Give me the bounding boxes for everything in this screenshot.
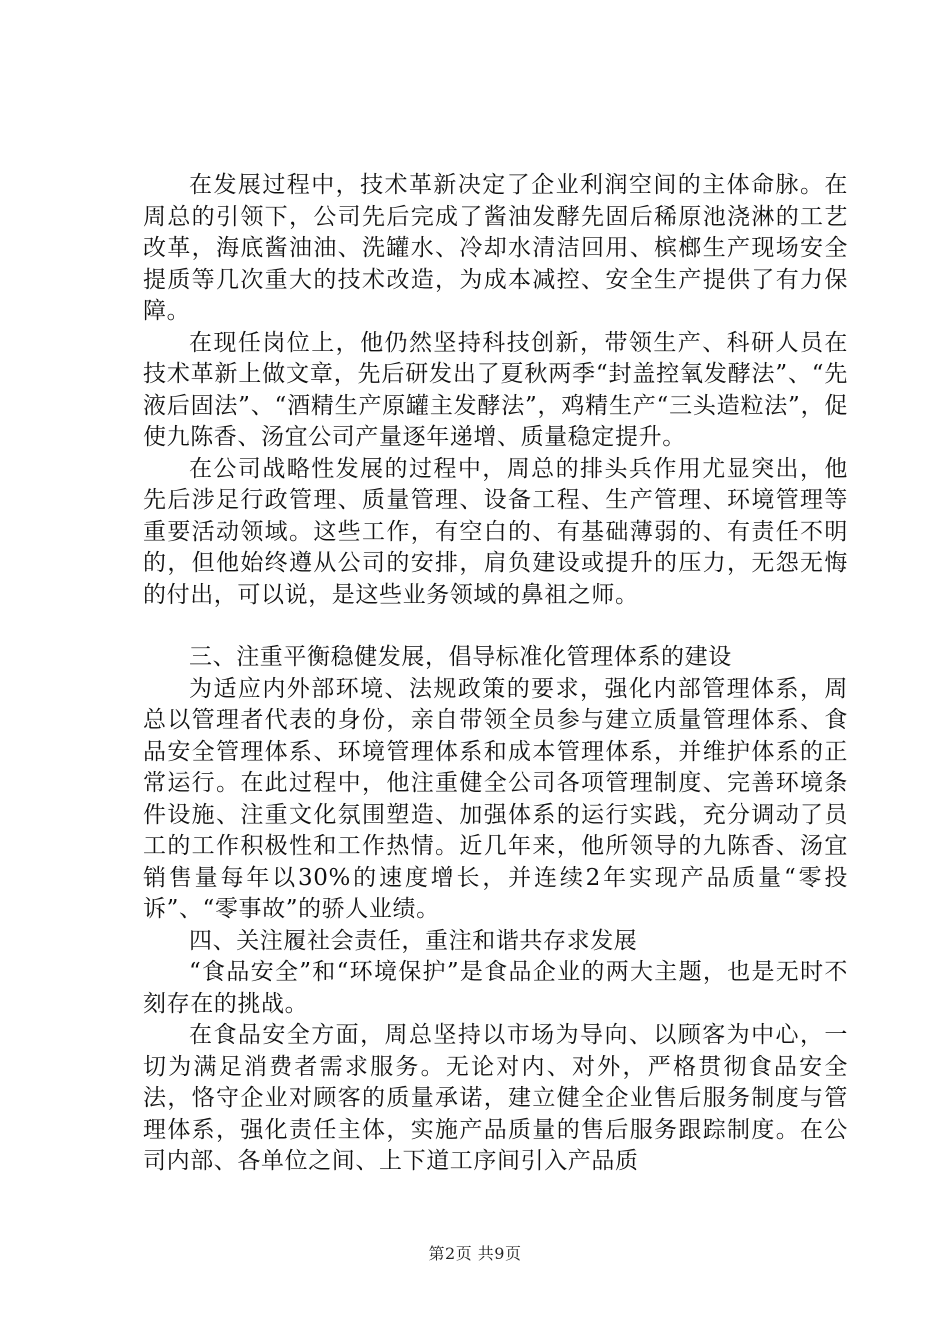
paragraph-strategic-development: 在公司战略性发展的过程中，周总的排头兵作用尤显突出，他先后涉足行政管理、质量管理、设备工程、生产管理、环境管理等重要活动领域。这些工作，有空白的、有基础薄弱的、有责任不明的，但他始终遵从公司的安排，肩负建设或提升的压力，无怨无悔的付出，可以说，是这些业务领域的鼻祖之师。 [143, 455, 848, 608]
paragraph-food-environment: “食品安全”和“环境保护”是食品企业的两大主题，也是无时不刻存在的挑战。 [143, 959, 848, 1017]
paragraph-current-post: 在现任岗位上，他仍然坚持科技创新，带领生产、科研人员在技术革新上做文章，先后研发出了夏秋两季“封盖控氧发酵法”、“先液后固法”、“酒精生产原罐主发酵法”，鸡精生产“三头造粒法”，促使九陈香、汤宜公司产量逐年递增、质量稳定提升。 [143, 329, 848, 450]
page-number-footer: 第2页 共9页 [428, 1244, 522, 1263]
section-heading-4: 四、关注履社会责任，重注和谐共存求发展 [189, 927, 638, 954]
section-heading-3: 三、注重平衡稳健发展，倡导标准化管理体系的建设 [189, 644, 732, 670]
paragraph-food-safety: 在食品安全方面，周总坚持以市场为导向、以顾客为中心，一切为满足消费者需求服务。无论对内、对外，严格贯彻食品安全法，恪守企业对顾客的质量承诺，建立健全企业售后服务制度与管理体系，强化责任主体，实施产品质量的售后服务跟踪制度。在公司内部、各单位之间、上下道工序间引入产品质 [143, 1022, 848, 1174]
paragraph-tech-innovation: 在发展过程中，技术革新决定了企业利润空间的主体命脉。在周总的引领下，公司先后完成了酱油发酵先固后稀原池浇淋的工艺改革，海底酱油油、洗罐水、冷却水清洁回用、槟榔生产现场安全提质等几次重大的技术改造，为成本减控、安全生产提供了有力保障。 [143, 172, 848, 324]
document-body [143, 170, 848, 1178]
paragraph-management-system: 为适应内外部环境、法规政策的要求，强化内部管理体系，周总以管理者代表的身份，亲自带领全员参与建立质量管理体系、食品安全管理体系、环境管理体系和成本管理体系，并维护体系的正常运行。在此过程中，他注重健全公司各项管理制度、完善环境条件设施、注重文化氛围塑造、加强体系的运行实践，充分调动了员工的工作积极性和工作热情。近几年来，他所领导的九陈香、汤宜销售量每年以30%的速度增长，并连续2年实现产品质量“零投诉”、“零事故”的骄人业绩。 [143, 675, 848, 922]
paragraph-gap [143, 611, 848, 642]
